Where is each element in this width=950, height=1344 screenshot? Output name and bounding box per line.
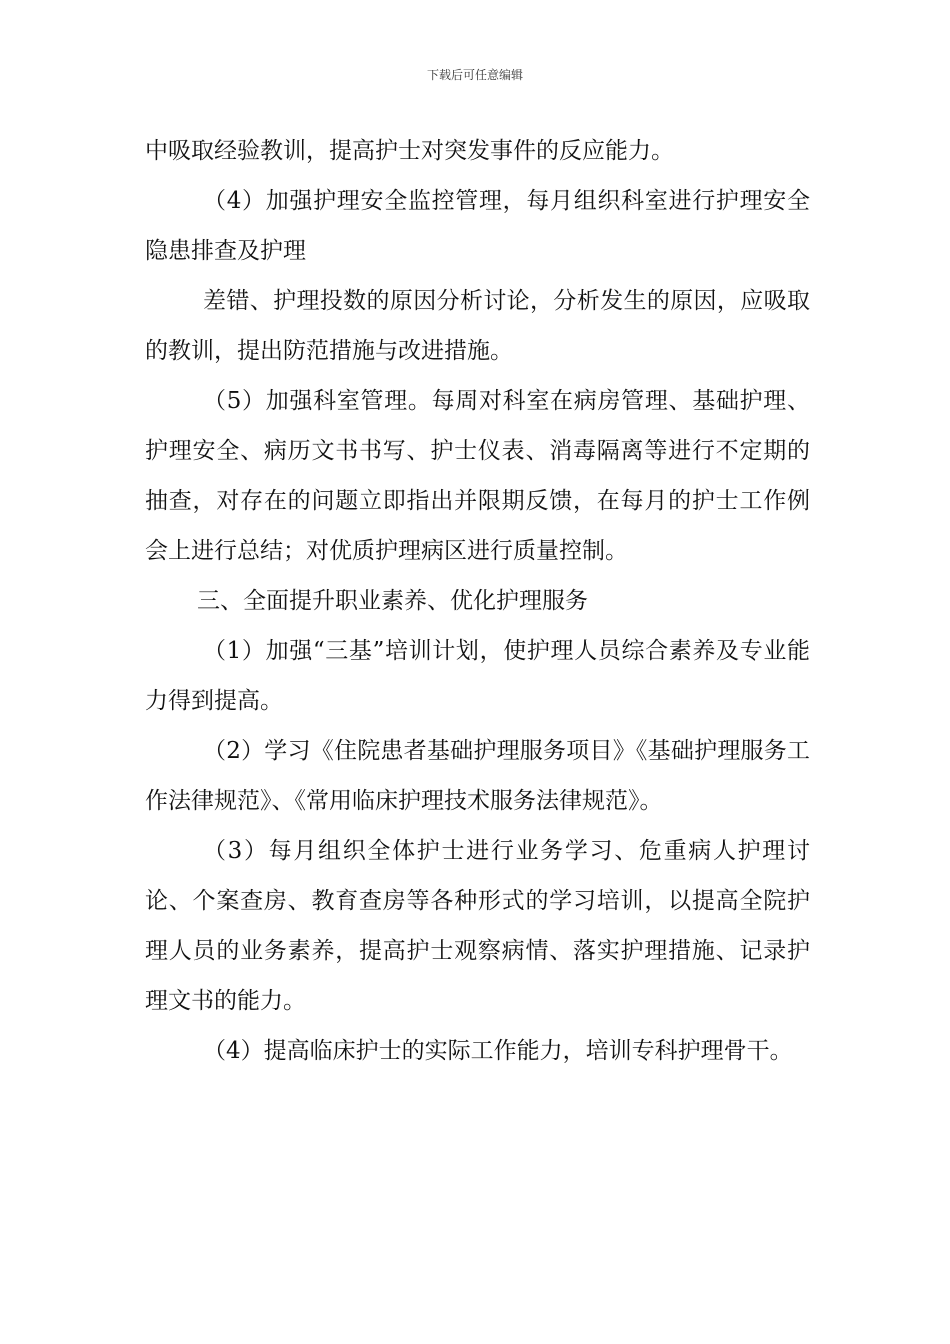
paragraph-item-3-learning: （3）每月组织全体护士进行业务学习、危重病人护理讨论、个案查房、教育查房等各种形式的学习培训，以提高全院护理人员的业务素养，提高护士观察病情、落实护理措施、记录护理文书的能力。 (145, 838, 810, 1014)
paragraph-item-5-management: （5）加强科室管理。每周对科室在病房管理、基础护理、护理安全、病历文书书写、护士仪表、消毒隔离等进行不定期的抽查，对存在的问题立即指出并限期反馈，在每月的护士工作例会上进行总结；对优质护理病区进行质量控制。 (145, 388, 810, 564)
paragraph-safety-analysis: 差错、护理投数的原因分析讨论，分析发生的原因，应吸取的教训，提出防范措施与改进措施。 (145, 288, 810, 364)
paragraph-item-4-safety: （4）加强护理安全监控管理，每月组织科室进行护理安全隐患排查及护理 (145, 188, 810, 264)
section-heading-three: 三、全面提升职业素养、优化护理服务 (197, 588, 588, 614)
paragraph-item-1-training: （1）加强“三基”培训计划，使护理人员综合素养及专业能力得到提高。 (145, 638, 810, 714)
page-header: 下载后可任意编辑 (426, 68, 523, 82)
paragraph-continuation: 中吸取经验教训，提高护士对突发事件的反应能力。 (145, 138, 674, 164)
paragraph-item-2-study: （2）学习《住院患者基础护理服务项目》《基础护理服务工作法律规范》、《常用临床护理技术服务法律规范》。 (145, 738, 810, 814)
paragraph-item-4-ability: （4）提高临床护士的实际工作能力，培训专科护理骨干。 (203, 1038, 793, 1064)
document-body (145, 126, 810, 1076)
